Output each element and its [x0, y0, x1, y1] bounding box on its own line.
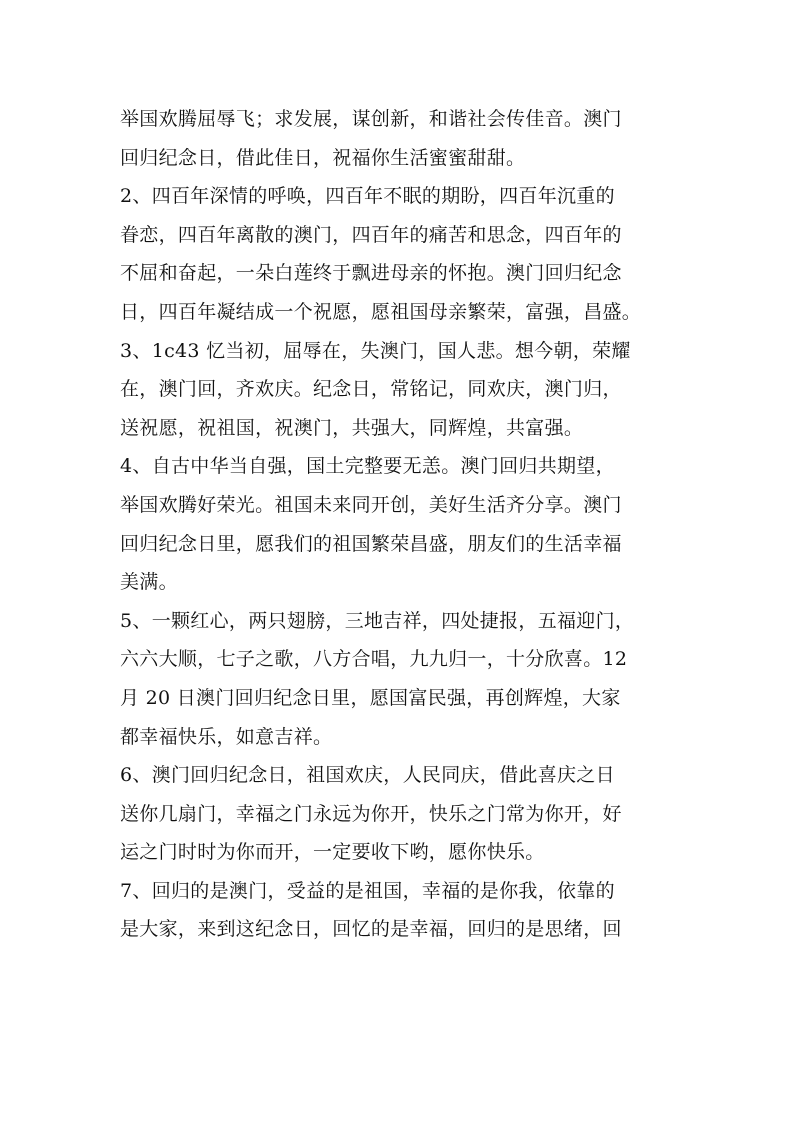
text-line-5: 不屈和奋起，一朵白莲终于飘进母亲的怀抱。澳门回归纪念: [120, 262, 622, 285]
text-line-14: 5、一颗红心，两只翅膀，三地吉祥，四处捷报，五福迎门，: [120, 609, 635, 632]
text-line-13: 美满。: [120, 571, 178, 594]
text-line-7: 3、1c43 忆当初，屈辱在，失澳门，国人悲。想今朝，荣耀: [120, 339, 631, 362]
text-line-22: 是大家，来到这纪念日，回忆的是幸福，回归的是思绪，回: [120, 918, 622, 941]
text-line-4: 眷恋，四百年离散的澳门，四百年的痛苦和思念，四百年的: [120, 223, 622, 246]
text-line-11: 举国欢腾好荣光。祖国未来同开创，美好生活齐分享。澳门: [120, 493, 622, 516]
text-line-6: 日，四百年凝结成一个祝愿，愿祖国母亲繁荣，富强，昌盛。: [120, 300, 642, 323]
text-line-10: 4、自古中华当自强，国土完整要无恙。澳门回归共期望，: [120, 455, 615, 478]
text-line-8: 在，澳门回，齐欢庆。纪念日，常铭记，同欢庆，澳门归，: [120, 378, 622, 401]
text-line-15: 六六大顺，七子之歌，八方合唱，九九归一，十分欣喜。12: [120, 648, 628, 671]
text-line-17: 都幸福快乐，如意吉祥。: [120, 725, 333, 748]
text-line-20: 运之门时时为你而开，一定要收下哟，愿你快乐。: [120, 841, 545, 864]
text-line-19: 送你几扇门，幸福之门永远为你开，快乐之门常为你开，好: [120, 802, 622, 825]
text-line-9: 送祝愿，祝祖国，祝澳门，共强大，同辉煌，共富强。: [120, 416, 584, 439]
document-body: [120, 100, 680, 949]
text-line-21: 7、回归的是澳门，受益的是祖国，幸福的是你我，依靠的: [120, 879, 615, 902]
text-line-16: 月 20 日澳门回归纪念日里，愿国富民强，再创辉煌，大家: [120, 686, 621, 709]
text-line-18: 6、澳门回归纪念日，祖国欢庆，人民同庆，借此喜庆之日: [120, 764, 615, 787]
text-line-2: 回归纪念日，借此佳日，祝福你生活蜜蜜甜甜。: [120, 146, 526, 169]
text-line-1: 举国欢腾屈辱飞；求发展，谋创新，和谐社会传佳音。澳门: [120, 108, 622, 130]
text-line-12: 回归纪念日里，愿我们的祖国繁荣昌盛，朋友们的生活幸福: [120, 532, 622, 555]
text-line-3: 2、四百年深情的呼唤，四百年不眠的期盼，四百年沉重的: [120, 185, 615, 208]
